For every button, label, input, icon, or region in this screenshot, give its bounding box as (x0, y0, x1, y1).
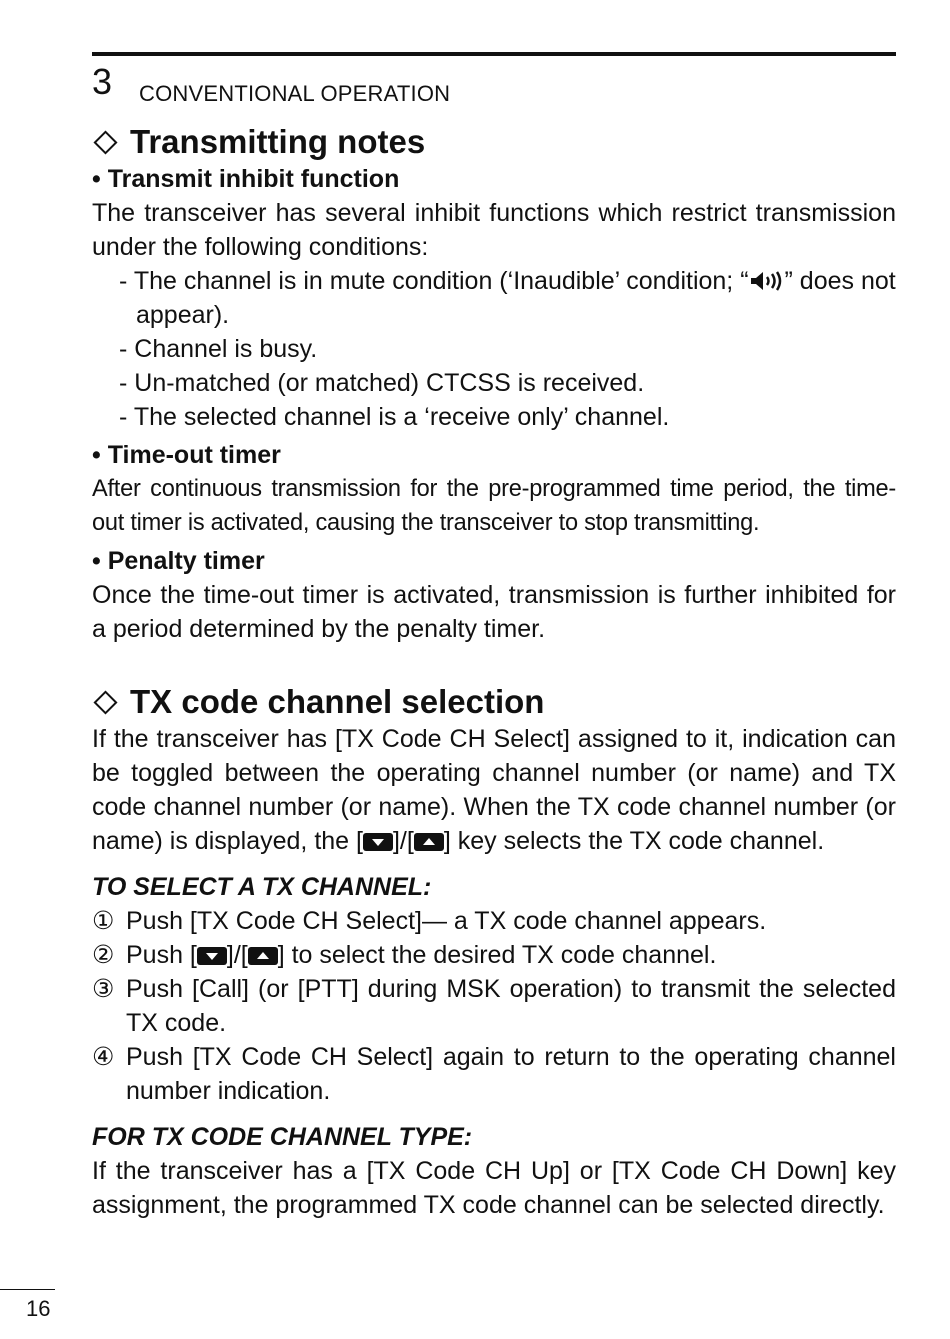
list-item: - Channel is busy. (119, 335, 318, 363)
list-item: ② Push [ ]/[ ] to select the desired TX code channel. (92, 941, 717, 969)
timeout-text: After continuous transmission for the pre-programmed time period, the time-out timer is activated, causing the transceiver to stop transmitting. (92, 476, 896, 536)
inhibit-heading: • Transmit inhibit function (92, 165, 400, 193)
inhibit-intro: The transceiver has several inhibit functions which restrict transmission under the following conditions: (92, 199, 896, 261)
up-key-icon (414, 833, 444, 851)
channel-type-heading: FOR TX CODE CHANNEL TYPE: (92, 1123, 473, 1151)
header-rule (92, 52, 896, 56)
list-item: ① Push [TX Code CH Select]— a TX code channel appears. (92, 907, 767, 935)
list-item: ④ Push [TX Code CH Select] again to return to the operating channel number indication. (92, 1043, 896, 1105)
select-tx-channel-heading: TO SELECT A TX CHANNEL: (92, 873, 432, 901)
tx-code-intro: If the transceiver has [TX Code CH Select] assigned to it, indication can be toggled between the operating channel number (or name) and TX code channel number (or name). When the TX code channel number (or name) is displayed, the [ ]/[ ] key selects the TX code channel. (92, 725, 896, 855)
down-key-icon (363, 833, 393, 851)
section-tx-code-title: TX code channel selection (92, 682, 896, 722)
list-item: - The channel is in mute condition (‘Inaudible’ condition; “ ” does not appear). (119, 267, 896, 329)
penalty-text: Once the time-out timer is activated, transmission is further inhibited for a period determined by the penalty timer. (92, 581, 896, 643)
timeout-heading: • Time-out timer (92, 441, 281, 469)
diamond-icon (93, 130, 117, 154)
down-key-icon (197, 947, 227, 965)
up-key-icon (248, 947, 278, 965)
channel-type-text: If the transceiver has a [TX Code CH Up] or [TX Code CH Down] key assignment, the programmed TX code channel can be selected directly. (92, 1157, 896, 1219)
inhibit-conditions-list (92, 264, 896, 434)
section-transmitting-notes-title: Transmitting notes (92, 122, 896, 162)
chapter-number: 3 (92, 61, 113, 102)
penalty-heading: • Penalty timer (92, 547, 265, 575)
diamond-icon (93, 690, 117, 714)
list-item: - Un-matched (or matched) CTCSS is received. (119, 369, 645, 397)
page-number: 16 (26, 1296, 51, 1321)
speaker-sound-icon (749, 270, 785, 292)
list-item: - The selected channel is a ‘receive only’ channel. (119, 403, 670, 431)
select-steps-list (92, 904, 896, 1108)
chapter-title: CONVENTIONAL OPERATION (139, 81, 451, 106)
main-column (92, 122, 896, 1222)
list-item: ③ Push [Call] (or [PTT] during MSK operation) to transmit the selected TX code. (92, 975, 896, 1037)
footer-rule (0, 1289, 55, 1290)
